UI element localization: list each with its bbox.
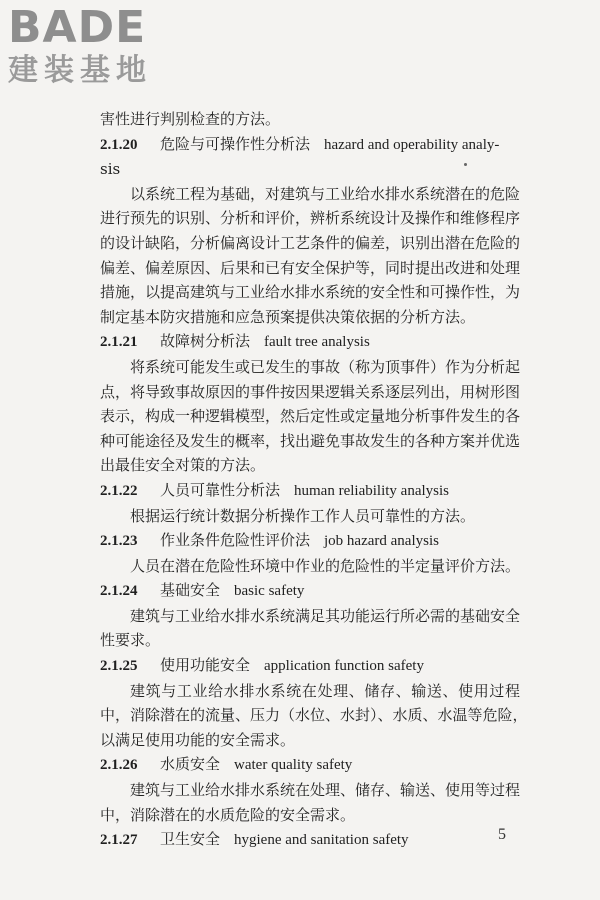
body-line: 中，消除潜在的流量、压力（水位、水封）、水质、水温等危险，	[100, 706, 528, 725]
term-chinese: 水质安全	[160, 755, 221, 774]
body-line: 中，消除潜在的水质危险的安全需求。	[100, 805, 356, 824]
term-heading	[100, 478, 520, 504]
term-english: human reliability analysis	[294, 482, 449, 499]
body-line: 出最佳安全对策的方法。	[100, 456, 266, 475]
page-number: 5	[498, 826, 506, 843]
document-body	[100, 107, 528, 853]
clause-number: 2.1.24	[100, 583, 138, 600]
body-line: 建筑与工业给水排水系统在处理、储存、输送、使用过程	[130, 681, 520, 700]
term-chinese: 卫生安全	[160, 830, 221, 849]
term-heading	[100, 752, 520, 778]
body-line: 性要求。	[100, 631, 161, 650]
body-line: 将系统可能发生或已发生的事故（称为顶事件）作为分析起	[130, 357, 521, 376]
term-english: hazard and operability analy-	[324, 136, 500, 153]
bade-logo	[8, 4, 152, 88]
body-line: 建筑与工业给水排水系统满足其功能运行所必需的基础安全	[130, 606, 521, 625]
term-english: fault tree analysis	[264, 334, 370, 351]
term-chinese: 危险与可操作性分析法	[160, 134, 311, 153]
body-line: 制定基本防灾措施和应急预案提供决策依据的分析方法。	[100, 307, 476, 326]
term-chinese: 基础安全	[160, 581, 221, 600]
term-english: water quality safety	[234, 757, 353, 774]
body-line: 人员在潜在危险性环境中作业的危险性的半定量评价方法。	[130, 556, 521, 575]
body-line: sis	[100, 160, 121, 179]
term-chinese: 使用功能安全	[160, 656, 251, 675]
body-line: 措施，以提高建筑与工业给水排水系统的安全性和可操作性，为	[100, 283, 521, 302]
body-line: 偏差、偏差原因、后果和已有安全保护等，同时提出改进和处理	[100, 258, 521, 277]
clause-number: 2.1.22	[100, 482, 138, 499]
clause-number: 2.1.27	[100, 832, 138, 849]
term-chinese: 故障树分析法	[160, 332, 251, 351]
clause-number: 2.1.25	[100, 658, 138, 675]
term-chinese: 人员可靠性分析法	[160, 480, 281, 499]
body-line: 害性进行判别检查的方法。	[100, 110, 281, 128]
clause-number: 2.1.21	[100, 334, 138, 351]
term-chinese: 作业条件危险性评价法	[160, 531, 311, 550]
body-line: 根据运行统计数据分析操作工作人员可靠性的方法。	[130, 506, 476, 525]
clause-number: 2.1.26	[100, 757, 138, 774]
term-heading	[100, 578, 520, 604]
clause-number: 2.1.20	[100, 136, 138, 153]
term-english: application function safety	[264, 658, 424, 675]
body-line: 表示，构成一种逻辑模型，然后定性或定量地分析事件发生的各	[100, 407, 521, 426]
term-heading	[100, 329, 520, 355]
term-english: job hazard analysis	[324, 533, 439, 550]
logo-brand: BADE	[8, 2, 147, 53]
body-line: 进行预先的识别、分析和评价，辨析系统设计及操作和维修程序	[100, 209, 521, 228]
body-line: 种可能途径及发生的概率，找出避免事故发生的各种方案并优选	[100, 431, 521, 450]
body-line: 建筑与工业给水排水系统在处理、储存、输送、使用等过程	[130, 781, 521, 800]
clause-number: 2.1.23	[100, 533, 138, 550]
term-heading	[100, 528, 520, 554]
body-line: 的设计缺陷，分析偏离设计工艺条件的偏差，识别出潜在危险的	[100, 233, 521, 252]
body-line: 以满足使用功能的安全需求。	[100, 730, 296, 749]
logo-tagline: 建装基地	[8, 53, 152, 88]
term-english: basic safety	[234, 583, 305, 600]
term-english: hygiene and sanitation safety	[234, 832, 409, 849]
scan-speck	[464, 163, 467, 166]
term-heading	[100, 653, 520, 679]
body-line: 以系统工程为基础，对建筑与工业给水排水系统潜在的危险	[130, 184, 521, 203]
body-line: 点，将导致事故原因的事件按因果逻辑关系逐层列出，用树形图	[100, 382, 521, 401]
term-heading	[100, 827, 520, 853]
term-heading	[100, 132, 520, 158]
